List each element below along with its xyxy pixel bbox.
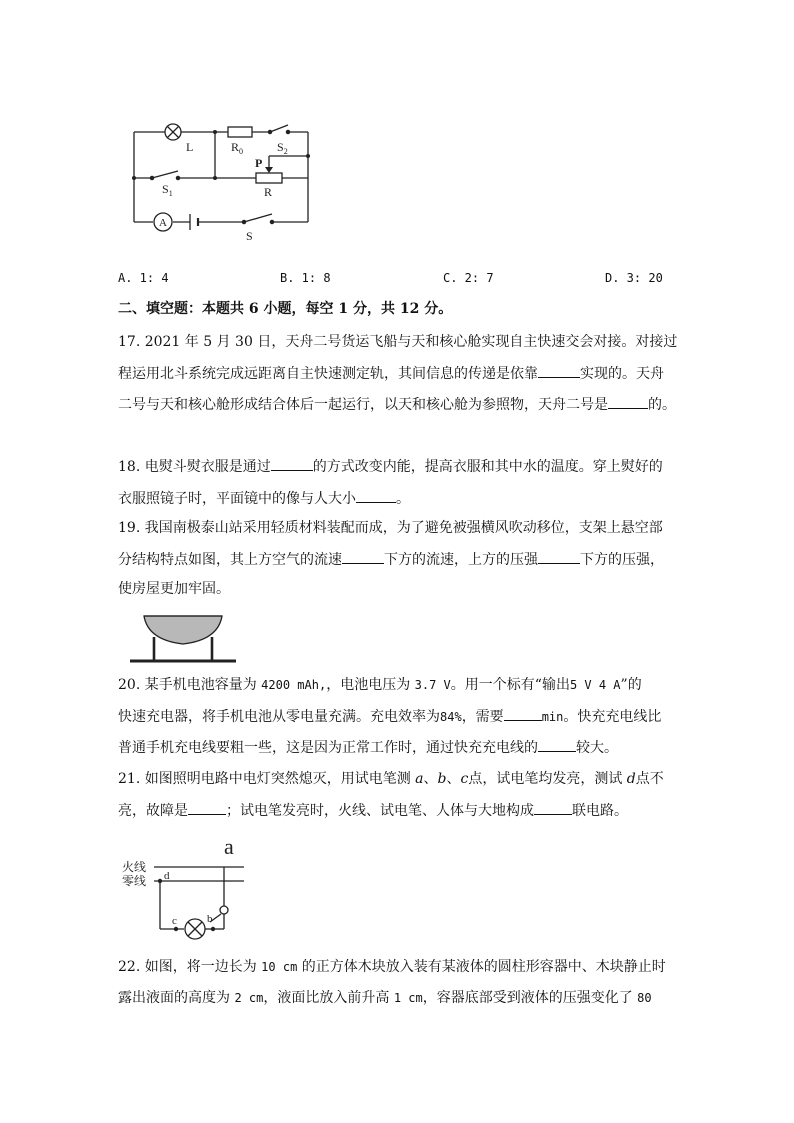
q18-line2: 衣服照镜子时，平面镜中的像与人大小 。 xyxy=(118,488,410,509)
answer-blank[interactable] xyxy=(608,394,648,409)
q18-line1: 18. 电熨斗熨衣服是通过 的方式改变内能，提高衣服和其中水的温度。穿上熨好的 xyxy=(118,456,663,477)
option-a: A. 1: 4 xyxy=(118,271,169,285)
option-c: C. 2: 7 xyxy=(443,271,494,285)
ammeter xyxy=(154,213,172,231)
section-heading: 二、填空题：本题共 6 小题，每空 1 分，共 12 分。 xyxy=(118,301,453,317)
r0-label: $R_0$ xyxy=(231,140,244,156)
answer-blank[interactable] xyxy=(504,706,542,721)
s1-switch xyxy=(150,171,179,180)
battery xyxy=(190,214,198,230)
q21-line2: 亮，故障是 ；试电笔发亮时，火线、试电笔、人体与大地构成 联电路。 xyxy=(118,800,628,821)
q22-line2: 露出液面的高度为 2 cm，液面比放入前升高 1 cm，容器底部受到液体的压强变化了 80 xyxy=(118,990,652,1006)
live-wire-label: 火线 xyxy=(122,860,147,874)
answer-blank[interactable] xyxy=(271,456,313,471)
answer-blank[interactable] xyxy=(356,488,396,503)
s-label: S xyxy=(246,229,253,243)
answer-blank[interactable] xyxy=(534,800,572,815)
q19-line2: 分结构特点如图，其上方空气的流速 下方的流速，上方的压强 下方的压强， xyxy=(118,549,664,570)
q19-line3: 使房屋更加牢固。 xyxy=(118,581,230,597)
lamp-label: L xyxy=(186,140,194,154)
point-a-label: a xyxy=(224,834,234,859)
answer-blank[interactable] xyxy=(188,800,226,815)
answer-blank[interactable] xyxy=(538,737,576,752)
answer-blank[interactable] xyxy=(538,363,580,378)
point-b-label: b xyxy=(207,913,213,925)
q17-line3: 二号与天和核心舱形成结合体后一起运行，以天和核心舱为参照物，天舟二号是 的。 xyxy=(118,394,676,415)
point-c-label: c xyxy=(172,915,177,927)
s1-label: $S_1$ xyxy=(162,182,173,198)
slider-arrow xyxy=(265,167,273,173)
lighting-circuit-figure xyxy=(120,830,250,945)
svg-text:A: A xyxy=(159,217,167,229)
circuit-diagram xyxy=(120,118,320,248)
answer-blank[interactable] xyxy=(538,549,580,564)
q19-line1: 19. 我国南极泰山站采用轻质材料装配而成，为了避免被强横风吹动移位，支架上悬空部 xyxy=(118,520,663,536)
p-label: P xyxy=(255,156,263,170)
lamp-symbol xyxy=(165,124,181,140)
q20-line3: 普通手机充电线要粗一些，这是因为正常工作时，通过快充充电线的 较大。 xyxy=(118,737,618,758)
s2-label: $S_2$ xyxy=(277,140,288,156)
station-structure-figure xyxy=(126,610,238,666)
neutral-wire-label: 零线 xyxy=(122,874,147,888)
r0-resistor xyxy=(228,127,252,137)
q17-line1: 17. 2021 年 5 月 30 日，天舟二号货运飞船与天和核心舱实现自主快速交会对接。对接过 xyxy=(118,334,678,350)
q21-line1: 21. 如图照明电路中电灯突然熄灭，用试电笔测 a、b、c点，试电笔均发亮，测试 d点不 xyxy=(118,771,664,787)
q20-line1: 20. 某手机电池容量为 4200 mAh,，电池电压为 3.7 V。用一个标有“输出5 V 4 A”的 xyxy=(118,677,642,693)
q22-line1: 22. 如图，将一边长为 10 cm 的正方体木块放入装有某液体的圆柱形容器中、木块静止时 xyxy=(118,959,666,975)
option-b: B. 1: 8 xyxy=(280,271,331,285)
q20-line2: 快速充电器，将手机电池从零电量充满。充电效率为84%，需要 min。快充充电线比 xyxy=(118,706,661,727)
q17-line2: 程运用北斗系统完成远距离自主快速测定轨，其间信息的传递是依靠 实现的。天舟 xyxy=(118,363,664,384)
r-label: R xyxy=(264,185,273,199)
rheostat xyxy=(256,173,282,183)
s-switch xyxy=(242,214,273,224)
point-d-label: d xyxy=(164,870,170,882)
s2-switch xyxy=(268,125,289,134)
option-d: D. 3: 20 xyxy=(605,271,663,285)
answer-blank[interactable] xyxy=(342,549,384,564)
